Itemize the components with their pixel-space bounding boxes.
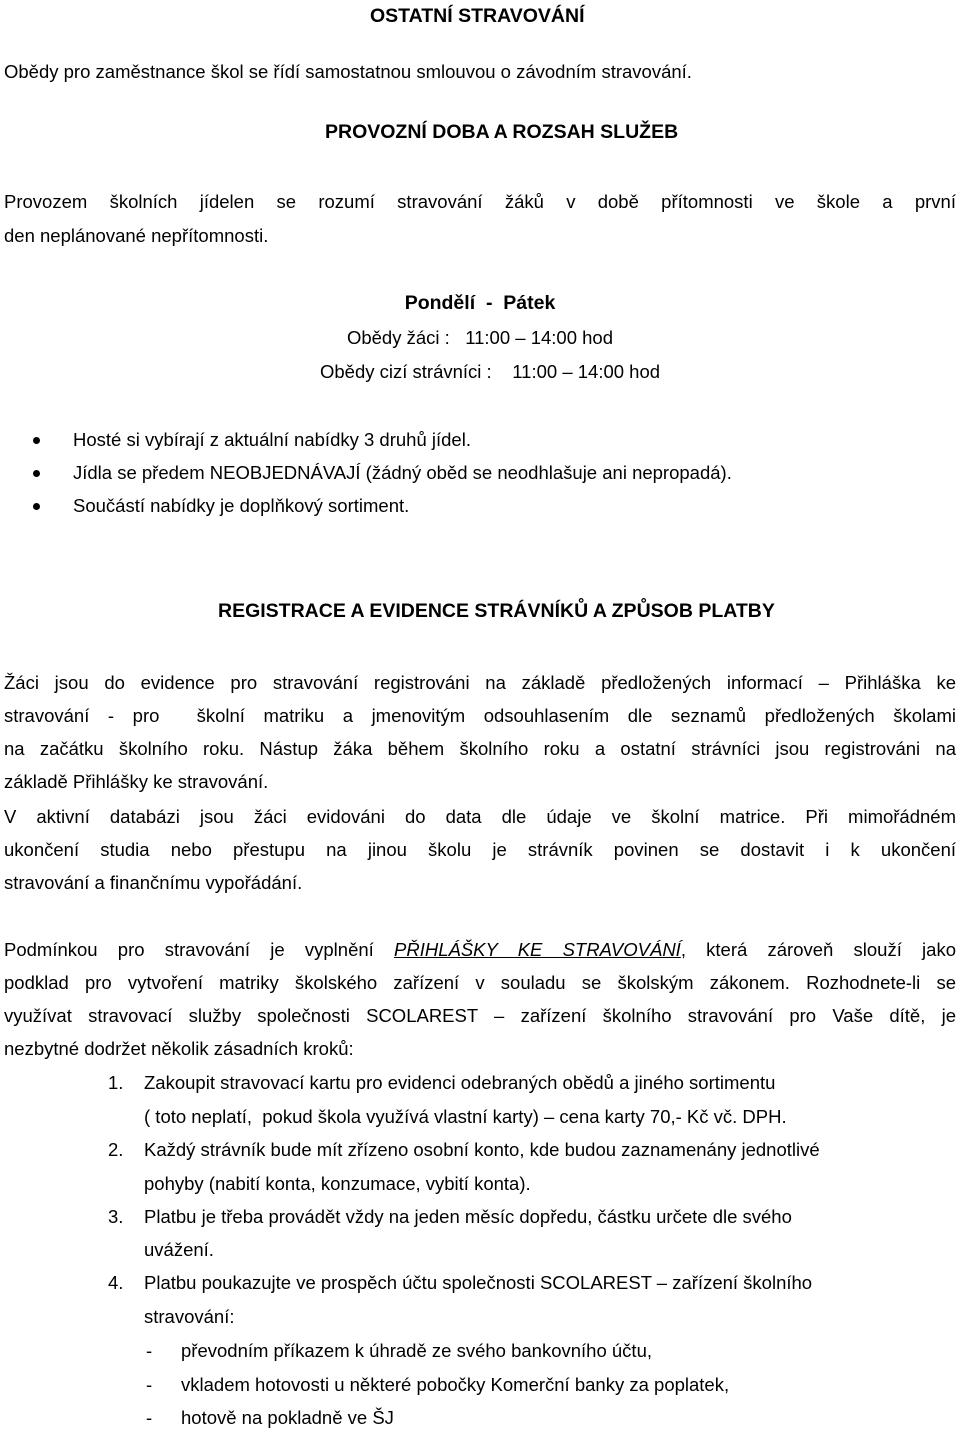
list-dash: - (146, 1407, 153, 1428)
registrace-para2-line: ukončení studia nebo přestupu na jinou školu je strávník povinen se dostavit i k ukončení (4, 839, 956, 860)
registrace-para1-line: základě Přihlášky ke stravování. (4, 771, 269, 792)
bullet-item: Hosté si vybírají z aktuální nabídky 3 druhů jídel. (73, 429, 471, 450)
step-text: Každý strávník bude mít zřízeno osobní konto, kde budou zaznamenány jednotlivé (144, 1139, 820, 1160)
provozni-text-line2: den neplánované nepřítomnosti. (4, 225, 269, 246)
registrace-para1-line: Žáci jsou do evidence pro stravování registrováni na základě předložených informací – Přihláška ke (4, 672, 956, 693)
bullet-icon (33, 437, 40, 444)
registrace-para3-line: nezbytné dodržet několik zásadních kroků: (4, 1038, 354, 1059)
step-text: ( toto neplatí, pokud škola využívá vlastní karty) – cena karty 70,- Kč vč. DPH. (144, 1106, 787, 1127)
registrace-para2-line: stravování a finančnímu vypořádání. (4, 872, 303, 893)
payment-method-item: hotově na pokladně ve ŠJ (181, 1407, 394, 1428)
registrace-para1-line: na začátku školního roku. Nástup žáka během školního roku a ostatní strávníci jsou registrováni na (4, 738, 956, 759)
step-number: 2. (108, 1139, 124, 1160)
list-dash: - (146, 1374, 153, 1395)
step-text: uvážení. (144, 1239, 214, 1260)
step-text: Platbu je třeba provádět vždy na jeden měsíc dopředu, částku určete dle svého (144, 1206, 792, 1227)
schedule-days: Pondělí - Pátek (404, 292, 556, 314)
step-number: 1. (108, 1072, 124, 1093)
schedule-guests: Obědy cizí strávníci : 11:00 – 14:00 hod (320, 361, 661, 382)
section-title-registrace: REGISTRACE A EVIDENCE STRÁVNÍKŮ A ZPŮSOB PLATBY (218, 600, 775, 622)
step-text: Platbu poukazujte ve prospěch účtu společnosti SCOLAREST – zařízení školního (144, 1272, 813, 1293)
step-text: Zakoupit stravovací kartu pro evidenci odebraných obědů a jiného sortimentu (144, 1072, 776, 1093)
registrace-para3-line: využívat stravovací služby společnosti SCOLAREST – zařízení školního stravování pro Vaše dítě, je (4, 1005, 956, 1026)
para3-text-before: Podmínkou pro stravování je vyplnění (4, 939, 394, 960)
bullet-icon (33, 503, 40, 510)
schedule-students: Obědy žáci : 11:00 – 14:00 hod (346, 327, 614, 348)
registrace-para3-line1 (4, 938, 956, 962)
step-number: 3. (108, 1206, 124, 1227)
registrace-para2-line: V aktivní databázi jsou žáci evidováni do data dle údaje ve školní matrice. Při mimořádném (4, 806, 956, 827)
payment-method-item: převodním příkazem k úhradě ze svého bankovního účtu, (181, 1340, 652, 1361)
bullet-item: Jídla se předem NEOBJEDNÁVAJÍ (žádný oběd se neodhlašuje ani nepropadá). (73, 462, 732, 483)
section-title-provozni: PROVOZNÍ DOBA A ROZSAH SLUŽEB (325, 121, 679, 143)
step-text: pohyby (nabití konta, konzumace, vybití konta). (144, 1173, 531, 1194)
step-number: 4. (108, 1272, 124, 1293)
ostatni-text: Obědy pro zaměstnance škol se řídí samostatnou smlouvou o závodním stravování. (4, 61, 692, 82)
registrace-para1-line: stravování - pro školní matriku a jmenovitým odsouhlasením dle seznamů předložených školami (4, 705, 956, 726)
para3-text-after: , která zároveň slouží jako (680, 939, 956, 960)
step-text: stravování: (144, 1306, 235, 1327)
bullet-item: Součástí nabídky je doplňkový sortiment. (73, 495, 410, 516)
provozni-text-line1: Provozem školních jídelen se rozumí stravování žáků v době přítomnosti ve škole a první (4, 191, 956, 212)
bullet-icon (33, 470, 40, 477)
payment-method-item: vkladem hotovosti u některé pobočky Komerční banky za poplatek, (181, 1374, 730, 1395)
prihlaska-emphasis: PŘIHLÁŠKY KE STRAVOVÁNÍ (394, 939, 681, 960)
list-dash: - (146, 1340, 153, 1361)
section-title-ostatni: OSTATNÍ STRAVOVÁNÍ (370, 5, 585, 27)
registrace-para3-line: podklad pro vytvoření matriky školského zařízení v souladu se školským zákonem. Rozhodnete-li se (4, 972, 956, 993)
